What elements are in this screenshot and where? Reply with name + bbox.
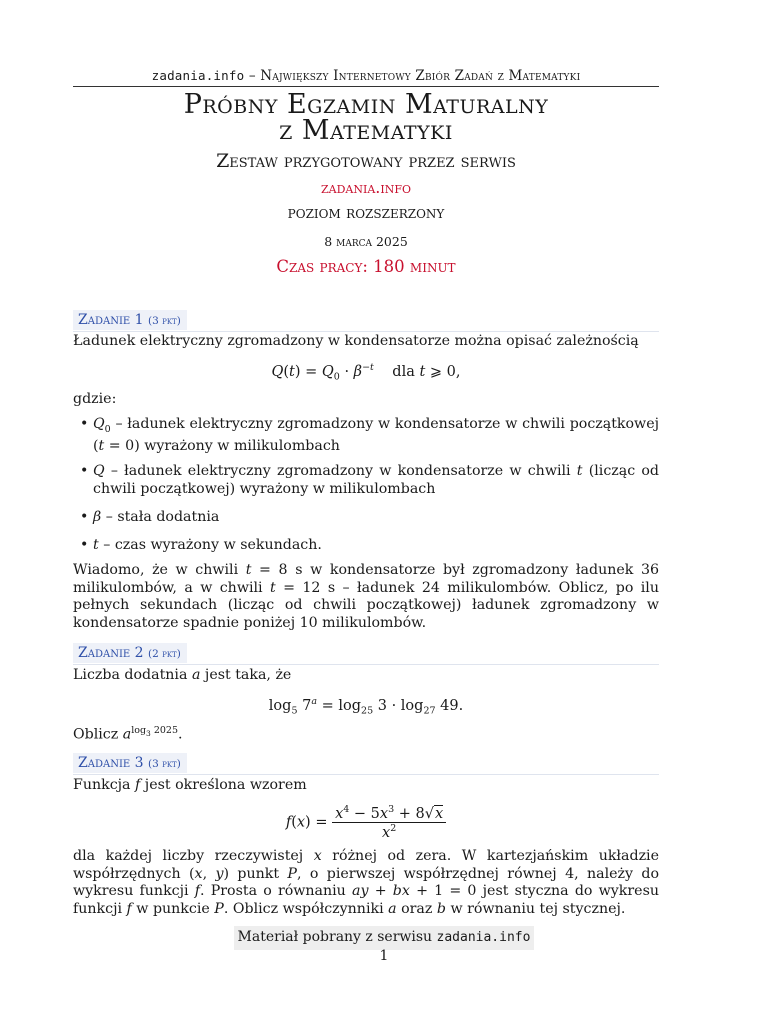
header-rule [73, 86, 659, 87]
document-page [73, 0, 659, 1024]
task-2-question: Oblicz $a^{log_3 2025}$. [73, 725, 183, 743]
task-2-intro: Liczba dodatnia a jest taka, że [73, 667, 292, 683]
task-3-header [73, 752, 659, 774]
task-2-rule [73, 664, 659, 665]
task-1-where: gdzie: [73, 391, 117, 407]
title-line-2: z Matematyki [279, 115, 453, 146]
exam-subtitle: Zestaw przygotowany przez serwis [216, 150, 516, 172]
header-site[interactable]: zadania.info [151, 68, 245, 83]
exam-level: poziom rozszerzony [287, 203, 445, 223]
task-2-label: Zadanie 2 (2 pkt) [73, 643, 187, 663]
exam-title [73, 89, 659, 146]
task-3-label: Zadanie 3 (3 pkt) [73, 753, 187, 773]
task-3-formula: f(x) = $\frac{x^4 - 5x^3 + 8√x}{x^2}$ [73, 804, 659, 841]
task-1-label: Zadanie 1 (3 pkt) [73, 310, 187, 330]
task-1-formula: $Q(t) = Q_0 \cdot \beta^{-t}$ dla t ⩾ 0, [271, 362, 461, 383]
task-1-rule [73, 331, 659, 332]
task-2-formula: $\log_5 7^a = \log_{25} 3 \cdot \log_{27} 49$. [268, 696, 464, 717]
task-1-paragraph: Wiadomo, że w chwili t = 8 s w kondensatorze był zgromadzony ładunek 36 milikulombów, a w chwili t = 12 s – ładunek 24 milikulombów. Oblicz, po ilu pełnych sekundach (licząc od chwili początkowej) ładunek zgromadzony w kondensatorze spadnie poniżej 10 milikulombów. [73, 562, 659, 631]
site-name[interactable]: zadania.info [321, 178, 411, 197]
header-tagline: – Największy Internetowy Zbiór Zadań z Matematyki [244, 68, 581, 84]
task-1-header [73, 309, 659, 331]
task-1-bullet-1: • $Q_0$ – ładunek elektryczny zgromadzony w kondensatorze w chwili początkowej (t = 0) wyrażony w milikulombach [93, 416, 659, 456]
task-2-header [73, 642, 659, 664]
task-1-bullet-2: • Q – ładunek elektryczny zgromadzony w kondensatorze w chwili t (licząc od chwili początkowej) wyrażony w milikulombach [93, 463, 659, 498]
task-3-paragraph: dla każdej liczby rzeczywistej x różnej od zera. W kartezjańskim układzie współrzędnych (x, y) punkt P, o pierwszej współrzędnej równej 4, należy do wykresu funkcji f. Prosta o równaniu ay + bx + 1 = 0 jest styczna do wykresu funkcji f w punkcie P. Oblicz współczynniki a oraz b w równaniu tej stycznej. [73, 848, 659, 917]
page-number: 1 [379, 948, 389, 964]
footer-source: Materiał pobrany z serwisu zadania.info [234, 926, 534, 950]
title-line-1: Próbny Egzamin Maturalny [183, 89, 549, 120]
exam-date: 8 marca 2025 [324, 234, 408, 249]
task-3-intro: Funkcja f jest określona wzorem [73, 777, 307, 793]
task-3-rule [73, 774, 659, 775]
task-1-bullet-3: • β – stała dodatnia [93, 509, 659, 527]
task-1-bullet-4: • t – czas wyrażony w sekundach. [93, 537, 659, 555]
page-header [73, 68, 659, 84]
footer-site-link[interactable]: zadania.info [436, 930, 531, 945]
exam-time: Czas pracy: 180 minut [276, 257, 456, 276]
task-1-intro: Ładunek elektryczny zgromadzony w kondensatorze można opisać zależnością [73, 333, 639, 349]
